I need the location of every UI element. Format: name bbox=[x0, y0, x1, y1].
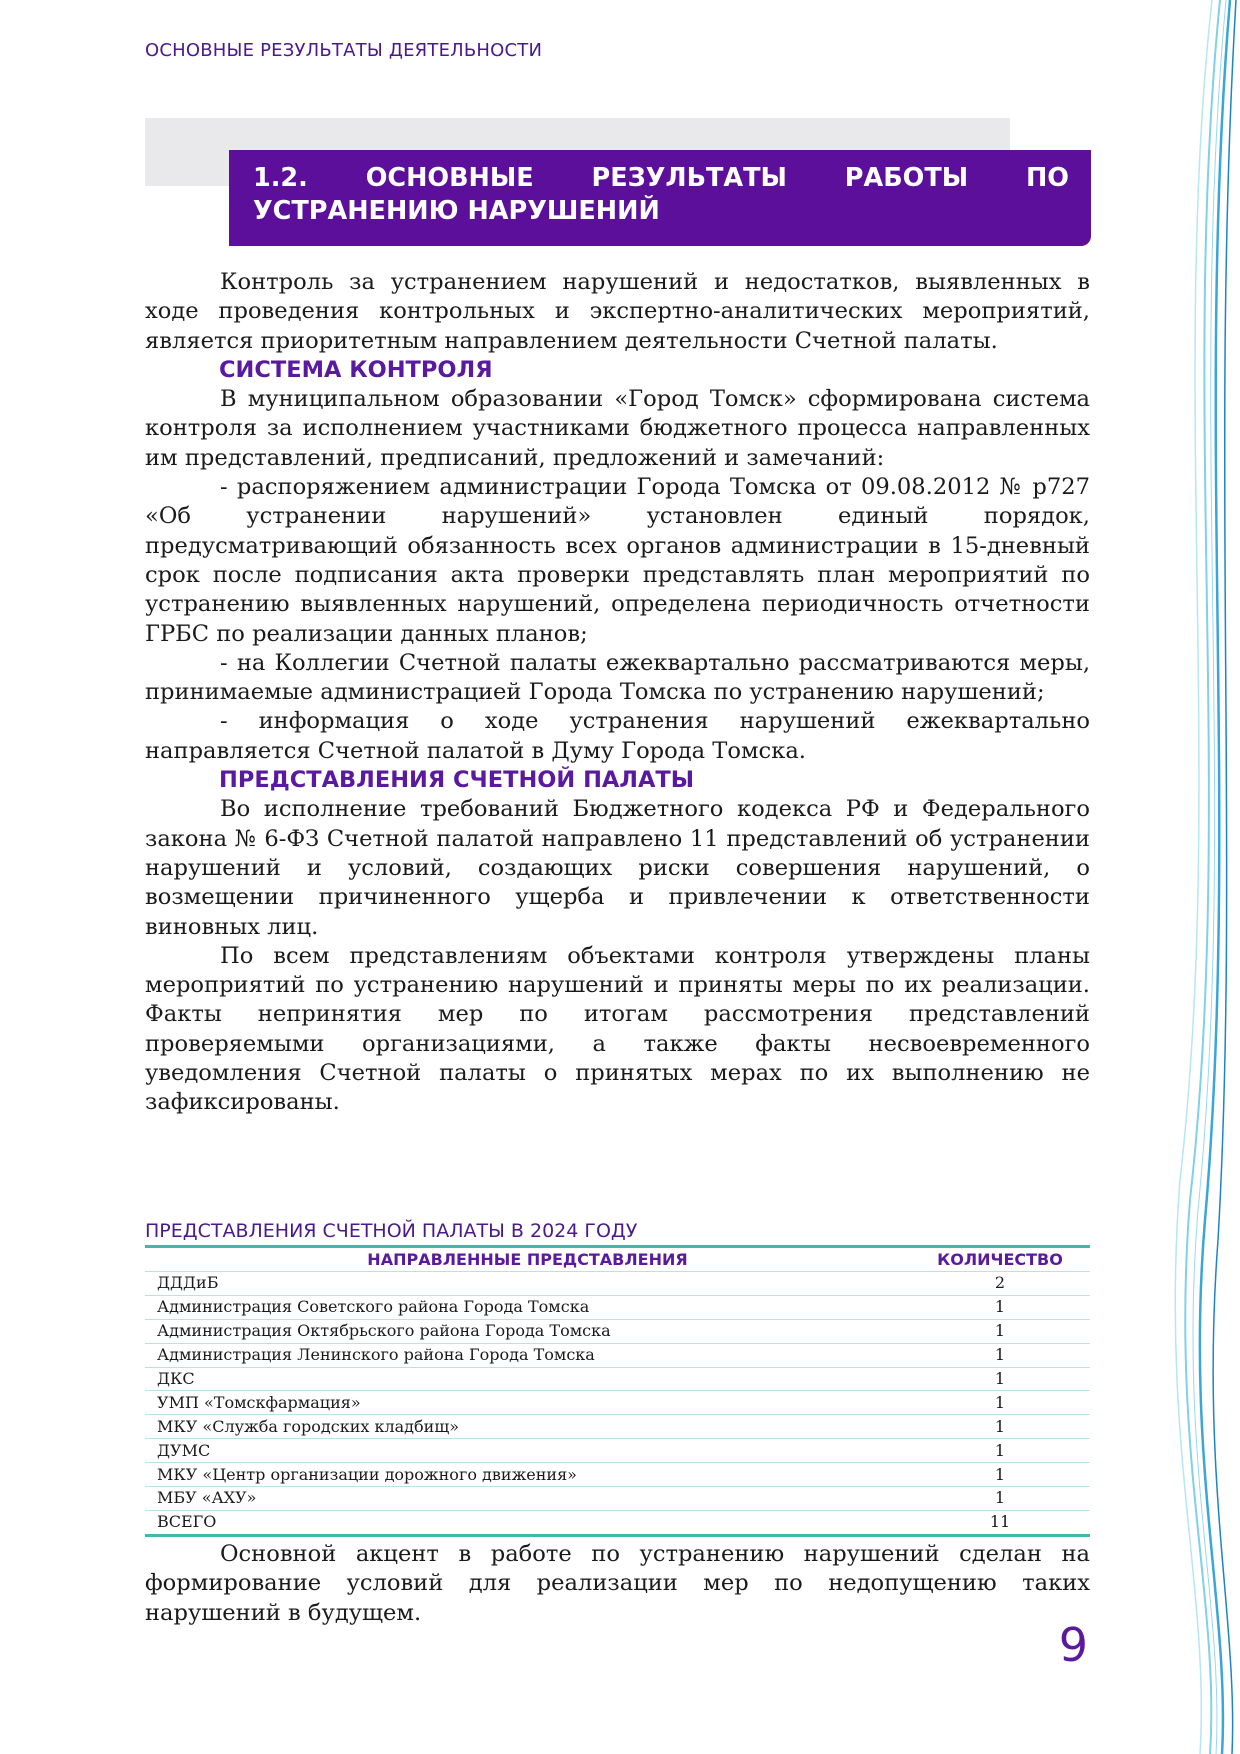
row-count: 1 bbox=[910, 1367, 1090, 1391]
table-total-row bbox=[145, 1510, 1090, 1535]
title-word: 1.2. bbox=[253, 163, 308, 193]
title-word: РЕЗУЛЬТАТЫ bbox=[591, 163, 787, 193]
table-caption: ПРЕДСТАВЛЕНИЯ СЧЕТНОЙ ПАЛАТЫ В 2024 ГОДУ bbox=[145, 1220, 638, 1242]
row-name: Администрация Ленинского района Города Томска bbox=[145, 1343, 910, 1367]
table-row bbox=[145, 1319, 1090, 1343]
intro-paragraph: Контроль за устранением нарушений и недостатков, выявленных в ходе проведения контрольных и экспертно-аналитических мероприятий, является приоритетным направлением деятельности Счетной палаты. bbox=[145, 269, 1090, 354]
section-title bbox=[229, 150, 1091, 246]
table-row bbox=[145, 1391, 1090, 1415]
row-name: ВСЕГО bbox=[145, 1510, 910, 1535]
row-count: 1 bbox=[910, 1487, 1090, 1511]
page-number: 9 bbox=[1058, 1618, 1088, 1672]
body-text bbox=[145, 268, 1090, 1118]
table-row bbox=[145, 1272, 1090, 1296]
control-system-heading: СИСТЕМА КОНТРОЛЯ bbox=[219, 356, 493, 383]
row-name: МКУ «Центр организации дорожного движения» bbox=[145, 1463, 910, 1487]
row-count: 1 bbox=[910, 1463, 1090, 1487]
paragraph: - распоряжением администрации Города Томска от 09.08.2012 № р727 «Об устранении нарушений» установлен единый порядок, предусматривающий обязанность всех органов администрации в 15-дневный срок после подписания акта проверки представлять план мероприятий по устранению выявленных нарушений, определена периодичность отчетности ГРБС по реализации данных планов; bbox=[145, 474, 1090, 647]
paragraph: В муниципальном образовании «Город Томск» сформирована система контроля за исполнением участниками бюджетного процесса направленных им представлений, предписаний, предложений и замечаний: bbox=[145, 386, 1090, 471]
table-row bbox=[145, 1367, 1090, 1391]
table-header-row bbox=[145, 1247, 1090, 1272]
decorative-wave-lines bbox=[1160, 0, 1240, 1754]
title-word: ОСНОВНЫЕ bbox=[365, 163, 534, 193]
paragraph: Во исполнение требований Бюджетного кодекса РФ и Федерального закона № 6-ФЗ Счетной палатой направлено 11 представлений об устранении нарушений и условий, создающих риски совершения нарушений, о возмещении причиненного ущерба и привлечении к ответственности виновных лиц. bbox=[145, 796, 1090, 940]
section-title-line-1 bbox=[253, 162, 1069, 195]
paragraph: - на Коллегии Счетной палаты ежеквартально рассматриваются меры, принимаемые администрацией Города Томска по устранению нарушений; bbox=[145, 649, 1090, 706]
conclusion-text bbox=[145, 1540, 1090, 1628]
table-row bbox=[145, 1295, 1090, 1319]
conclusion-paragraph: Основной акцент в работе по устранению нарушений сделан на формирование условий для реализации мер по недопущению таких нарушений в будущем. bbox=[145, 1541, 1090, 1626]
representations-table bbox=[145, 1245, 1090, 1537]
row-name: ДКС bbox=[145, 1367, 910, 1391]
row-count: 11 bbox=[910, 1510, 1090, 1535]
row-name: Администрация Советского района Города Томска bbox=[145, 1295, 910, 1319]
row-name: ДУМС bbox=[145, 1439, 910, 1463]
title-word: ПО bbox=[1025, 163, 1069, 193]
row-name: ДДДиБ bbox=[145, 1272, 910, 1296]
paragraph: - информация о ходе устранения нарушений ежеквартально направляется Счетной палатой в Думу Города Томска. bbox=[145, 708, 1090, 764]
paragraph: По всем представлениям объектами контроля утверждены планы мероприятий по устранению нарушений и приняты меры по их реализации. Факты непринятия мер по итогам рассмотрения представлений проверяемыми организациями, а также факты несвоевременного уведомления Счетной палаты о принятых мерах по их выполнению не зафиксированы. bbox=[145, 942, 1090, 1116]
table-row bbox=[145, 1343, 1090, 1367]
table-row bbox=[145, 1463, 1090, 1487]
table-row bbox=[145, 1415, 1090, 1439]
running-head: ОСНОВНЫЕ РЕЗУЛЬТАТЫ ДЕЯТЕЛЬНОСТИ bbox=[145, 40, 543, 61]
row-name: МБУ «АХУ» bbox=[145, 1487, 910, 1511]
row-count: 1 bbox=[910, 1343, 1090, 1367]
column-header-count: КОЛИЧЕСТВО bbox=[910, 1247, 1090, 1272]
row-count: 1 bbox=[910, 1295, 1090, 1319]
row-count: 1 bbox=[910, 1415, 1090, 1439]
section-title-line-2: УСТРАНЕНИЮ НАРУШЕНИЙ bbox=[253, 196, 660, 226]
row-name: МКУ «Служба городских кладбищ» bbox=[145, 1415, 910, 1439]
row-count: 1 bbox=[910, 1439, 1090, 1463]
row-name: Администрация Октябрьского района Города Томска bbox=[145, 1319, 910, 1343]
row-name: УМП «Томскфармация» bbox=[145, 1391, 910, 1415]
table-row bbox=[145, 1487, 1090, 1511]
table-row bbox=[145, 1439, 1090, 1463]
row-count: 2 bbox=[910, 1272, 1090, 1296]
representations-heading: ПРЕДСТАВЛЕНИЯ СЧЕТНОЙ ПАЛАТЫ bbox=[219, 767, 695, 794]
title-word: РАБОТЫ bbox=[844, 163, 969, 193]
row-count: 1 bbox=[910, 1391, 1090, 1415]
column-header-recipients: НАПРАВЛЕННЫЕ ПРЕДСТАВЛЕНИЯ bbox=[145, 1247, 910, 1272]
row-count: 1 bbox=[910, 1319, 1090, 1343]
